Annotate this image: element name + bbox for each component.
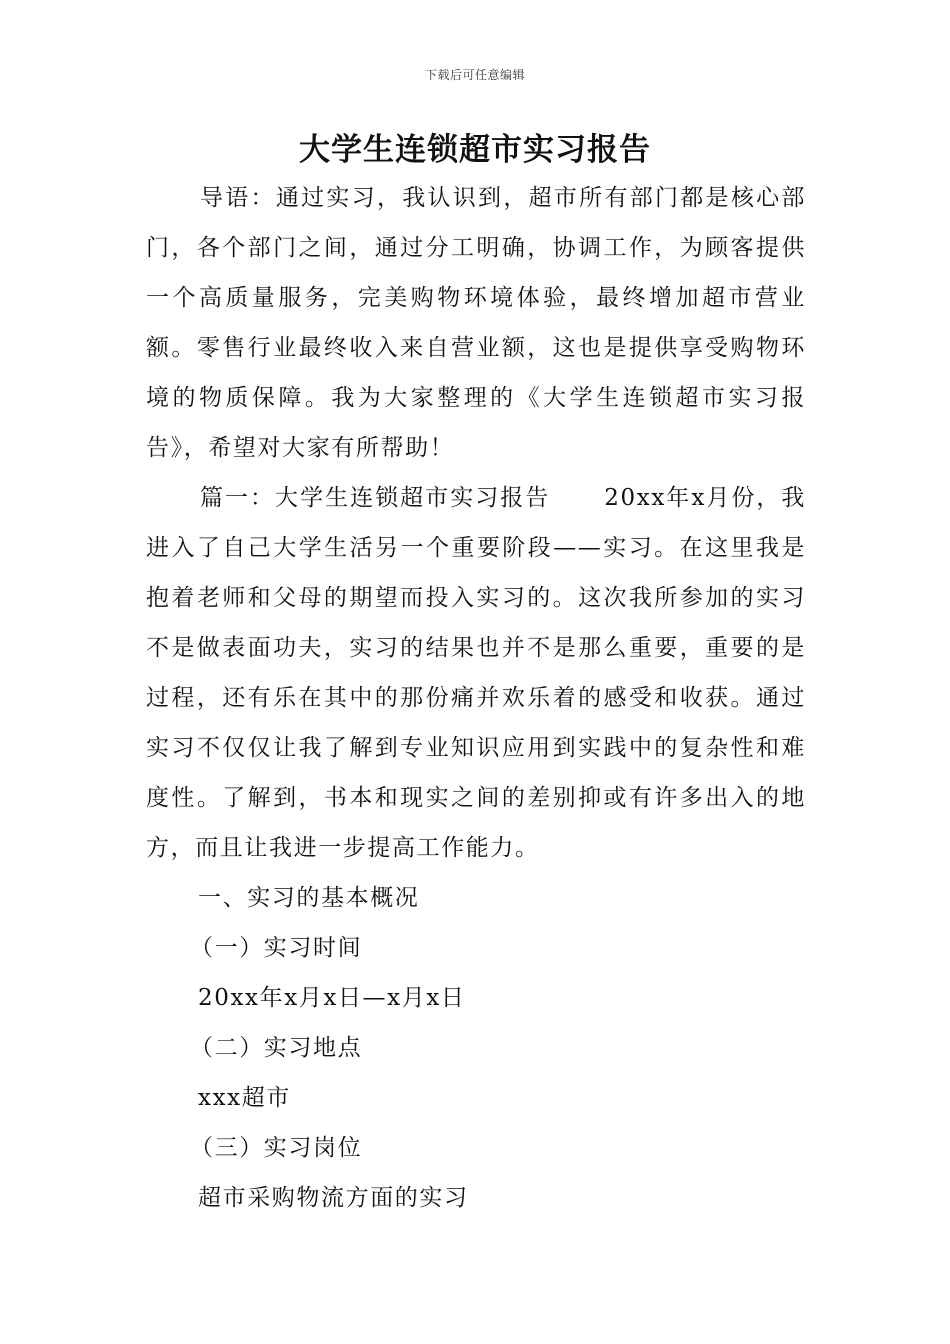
header-note: 下载后可任意编辑: [424, 68, 525, 82]
internship-time-value: 20xx年x月x日—x月x日: [198, 985, 466, 1011]
subsection-heading-location: （二）实习地点: [190, 1035, 363, 1061]
document-title: 大学生连锁超市实习报告: [299, 132, 651, 168]
chapter-body: 我进入了自己大学生活另一个重要阶段——实习。在这里我是抱着老师和父母的期望而投入实习的。这次我所参加的实习不是做表面功夫，实习的结果也并不是那么重要，重要的是过程，还有乐在其中的那份痛并欢乐着的感受和收获。通过实习不仅仅让我了解到专业知识应用到实践中的复杂性和难度性。了解到，书本和现实之间的差别抑或有许多出入的地方，而且让我进一步提高工作能力。: [146, 485, 806, 861]
internship-location-value: xxx超市: [198, 1085, 291, 1111]
chapter-paragraph: [146, 473, 806, 873]
intro-paragraph: 导语：通过实习，我认识到，超市所有部门都是核心部门，各个部门之间，通过分工明确，协调工作，为顾客提供一个高质量服务，完美购物环境体验，最终增加超市营业额。零售行业最终收入来自营业额，这也是提供享受购物环境的物质保障。我为大家整理的《大学生连锁超市实习报告》，希望对大家有所帮助！: [146, 185, 806, 461]
chapter-title: 篇一：大学生连锁超市实习报告: [200, 485, 551, 511]
section-heading: 一、实习的基本概况: [198, 885, 420, 911]
subsection-heading-time: （一）实习时间: [190, 935, 363, 961]
chapter-date: 20xx年x月份，: [604, 485, 782, 511]
subsection-heading-position: （三）实习岗位: [190, 1135, 363, 1161]
internship-position-value: 超市采购物流方面的实习: [198, 1185, 469, 1211]
document-body: [146, 173, 806, 1223]
